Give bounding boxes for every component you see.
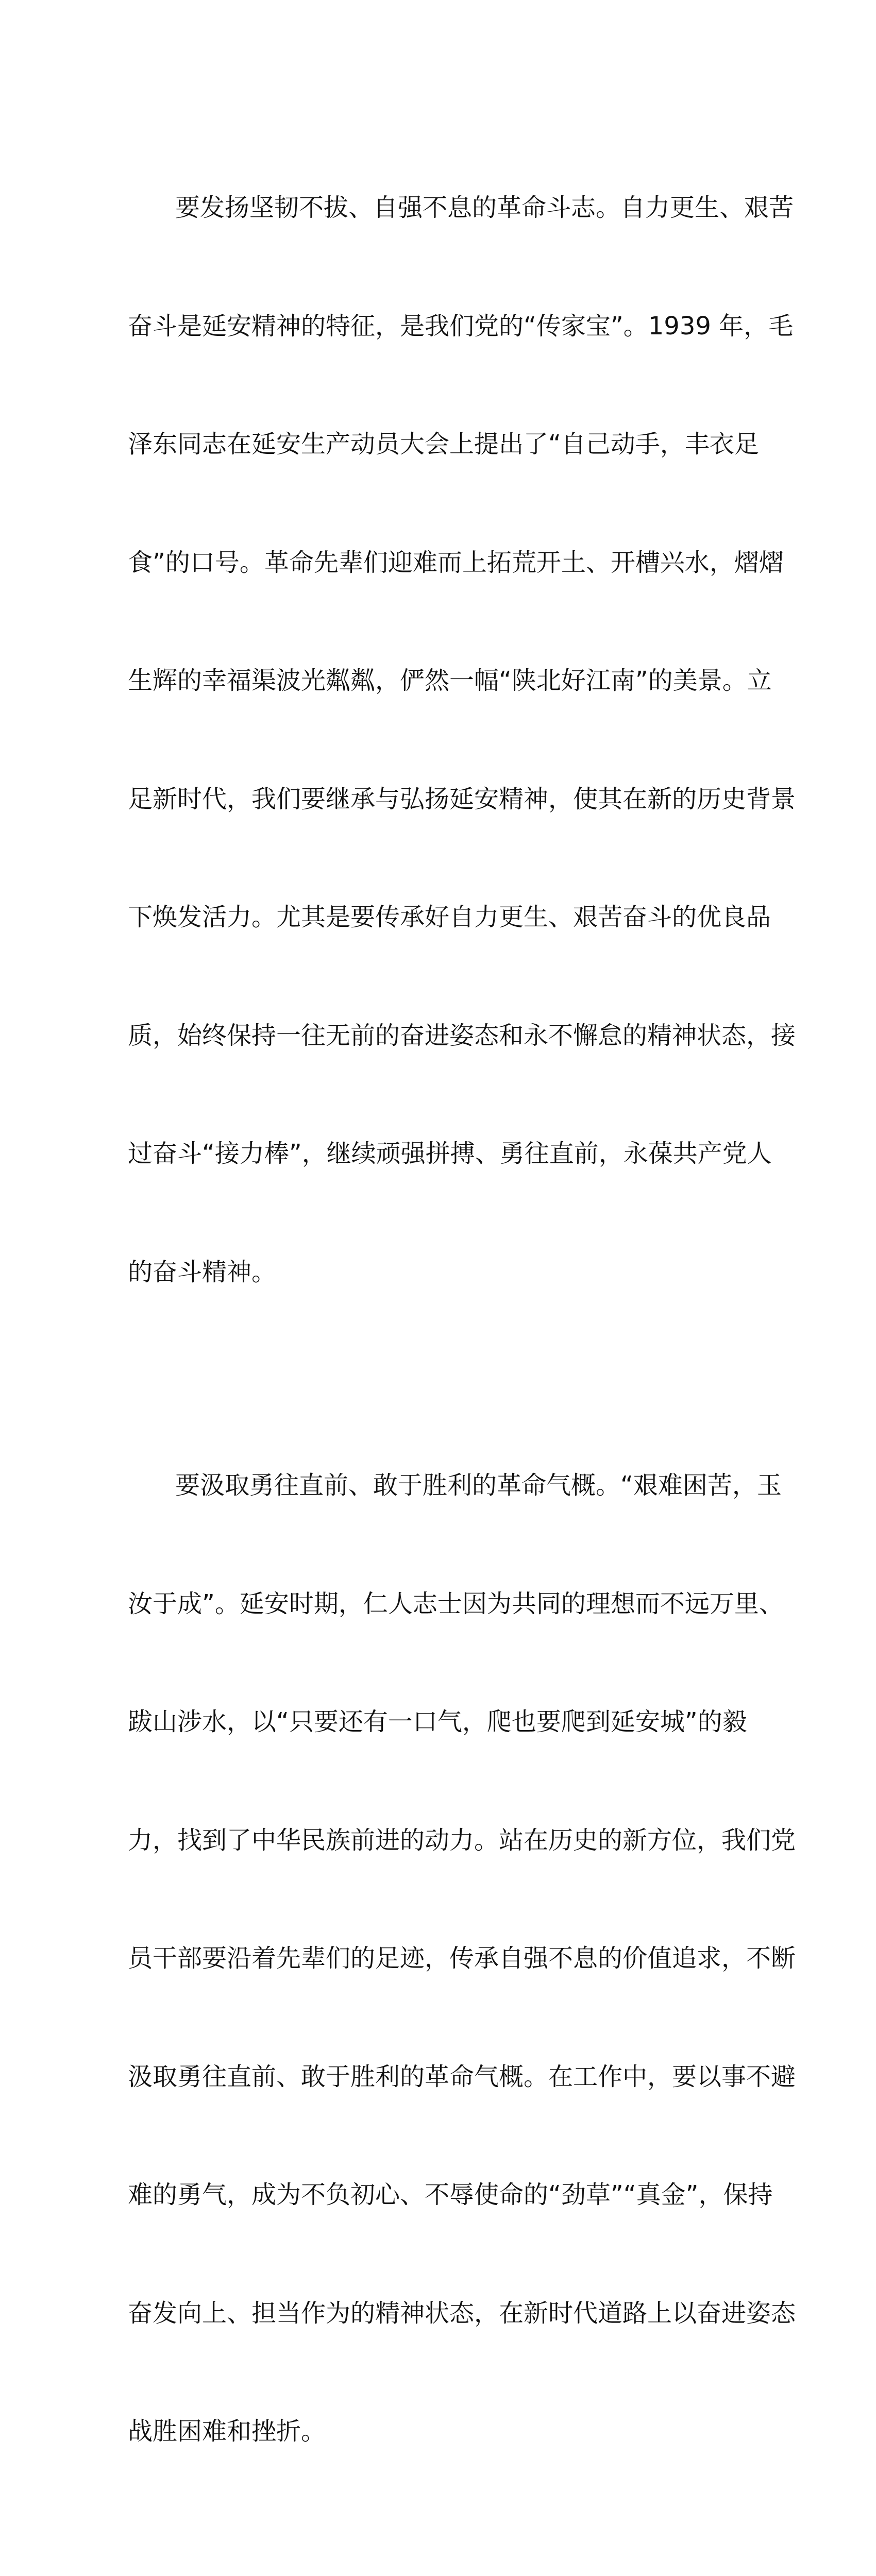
paragraph-line: 的奋斗精神。 — [128, 1252, 746, 1292]
paragraph-line: 下焕发活力。尤其是要传承好自力更生、艰苦奋斗的优良品 — [128, 897, 746, 937]
paragraph-line: 力，找到了中华民族前进的动力。站在历史的新方位，我们党 — [128, 1821, 746, 1860]
paragraph-line: 质，始终保持一往无前的奋进姿态和永不懈怠的精神状态，接 — [128, 1016, 746, 1056]
paragraph-line: 泽东同志在延安生产动员大会上提出了“自己动手，丰衣足 — [128, 425, 746, 464]
paragraph-line: 奋斗是延安精神的特征，是我们党的“传家宝”。1939 年，毛 — [128, 307, 746, 346]
paragraph-2 — [128, 1387, 746, 2530]
paragraph-line: 要发扬坚韧不拔、自强不息的革命斗志。自力更生、艰苦 — [128, 188, 746, 228]
paragraph-line: 足新时代，我们要继承与弘扬延安精神，使其在新的历史背景 — [128, 779, 746, 819]
paragraph-line: 要汲取勇往直前、敢于胜利的革命气概。“艰难困苦，玉 — [128, 1466, 746, 1505]
document-body — [128, 109, 746, 2576]
document-page — [0, 0, 876, 1133]
paragraph-3 — [128, 2547, 746, 2576]
paragraph-1 — [128, 109, 746, 1370]
paragraph-line: 汝于成”。延安时期，仁人志士因为共同的理想而不远万里、 — [128, 1584, 746, 1624]
paragraph-line: 食”的口号。革命先辈们迎难而上拓荒开土、开槽兴水，熠熠 — [128, 543, 746, 583]
paragraph-line: 汲取勇往直前、敢于胜利的革命气概。在工作中，要以事不避 — [128, 2057, 746, 2097]
paragraph-line: 奋发向上、担当作为的精神状态，在新时代道路上以奋进姿态 — [128, 2294, 746, 2333]
paragraph-line: 过奋斗“接力棒”，继续顽强拼搏、勇往直前，永葆共产党人 — [128, 1134, 746, 1174]
paragraph-line: 难的勇气，成为不负初心、不辱使命的“劲草”“真金”，保持 — [128, 2175, 746, 2215]
paragraph-line: 战胜困难和挫折。 — [128, 2412, 746, 2451]
paragraph-line: 生辉的幸福渠波光粼粼，俨然一幅“陕北好江南”的美景。立 — [128, 661, 746, 701]
paragraph-line: 跋山涉水，以“只要还有一口气，爬也要爬到延安城”的毅 — [128, 1702, 746, 1742]
paragraph-line: 员干部要沿着先辈们的足迹，传承自强不息的价值追求，不断 — [128, 1939, 746, 1978]
